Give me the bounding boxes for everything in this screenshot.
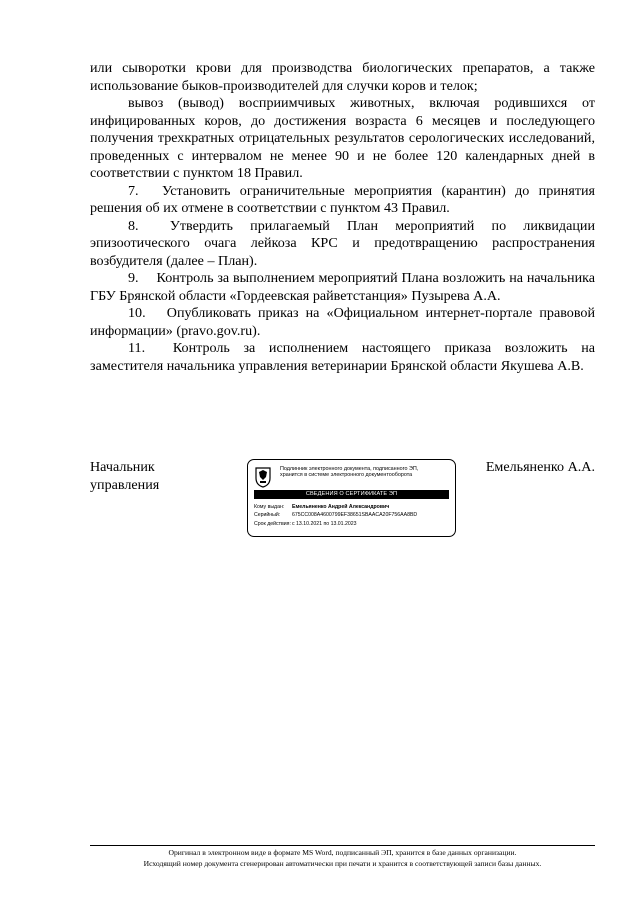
- footer-line1: Оригинал в электронном виде в формате MS Word, подписанный ЭП, хранится в базе данных организации.: [168, 848, 517, 857]
- stamp-serial-row: [254, 512, 417, 518]
- signatory-position-line1: Начальник: [90, 459, 155, 475]
- paragraph-item-8: 8. Утвердить прилагаемый План мероприятий по ликвидации эпизоотического очага лейкоза КРС и предотвращению распространения возбудителя (далее – План).: [90, 217, 595, 269]
- paragraph-item-10: 10. Опубликовать приказ на «Официальном интернет-портале правовой информации» (pravo.gov.ru).: [90, 305, 595, 339]
- footer-divider: [90, 845, 595, 846]
- issued-to-label: Кому выдан:: [254, 504, 285, 510]
- signatory-name: Емельяненко А.А.: [485, 459, 595, 475]
- paragraph-continuation: или сыворотки крови для производства биологических препаратов, а также использование быков-производителей для случки коров и телок;: [90, 60, 595, 94]
- paragraph-item-9: 9. Контроль за выполнением мероприятий Плана возложить на начальника ГБУ Брянской области «Гордеевская райветстанция» Пузырева А.А.: [90, 270, 595, 304]
- footer-line2: Исходящий номер документа сгенерирован автоматически при печати и хранится в соответствующей записи базы данных.: [143, 858, 542, 868]
- stamp-header-line1: Подлинник электронного документа, подписанного ЭП,: [280, 466, 419, 472]
- issued-to-value: Емельяненко Андрей Александрович: [292, 504, 390, 510]
- validity-value: с 13.10.2021 по 13.01.2023: [292, 521, 357, 527]
- stamp-title: СВЕДЕНИЯ О СЕРТИФИКАТЕ ЭП: [254, 490, 449, 499]
- paragraph-item-11: 11. Контроль за исполнением настоящего приказа возложить на заместителя начальника управления ветеринарии Брянской области Якушева А.В.: [90, 340, 595, 374]
- stamp-issued-to-row: [254, 504, 389, 510]
- page-footer: [70, 848, 615, 869]
- electronic-signature-stamp: [247, 459, 456, 537]
- signatory-position: [90, 458, 159, 494]
- validity-label: Срок действия:: [254, 521, 291, 527]
- stamp-validity-row: [254, 521, 357, 527]
- stamp-header: [280, 466, 450, 479]
- signatory-position-line2: управления: [90, 477, 160, 493]
- document-body: [90, 60, 595, 375]
- coat-of-arms-icon: [254, 466, 272, 488]
- paragraph-export-restriction: вывоз (вывод) восприимчивых животных, включая родившихся от инфицированных коров, до достижения возраста 6 месяцев и последующего получения трехкратных отрицательных результатов серологических исследований, проведенных с интервалом не менее 90 и не более 120 календарных дней в соответствии с пунктом 18 Правил.: [90, 95, 595, 181]
- paragraph-item-7: 7. Установить ограничительные мероприятия (карантин) до принятия решения об их отмене в соответствии с пунктом 43 Правил.: [90, 182, 595, 216]
- serial-value: 675CC008A4600799EF38651SBAACA20F756AA8BD: [292, 512, 418, 518]
- stamp-header-line2: хранится в системе электронного документооборота: [280, 472, 413, 479]
- serial-label: Серийный:: [254, 512, 281, 518]
